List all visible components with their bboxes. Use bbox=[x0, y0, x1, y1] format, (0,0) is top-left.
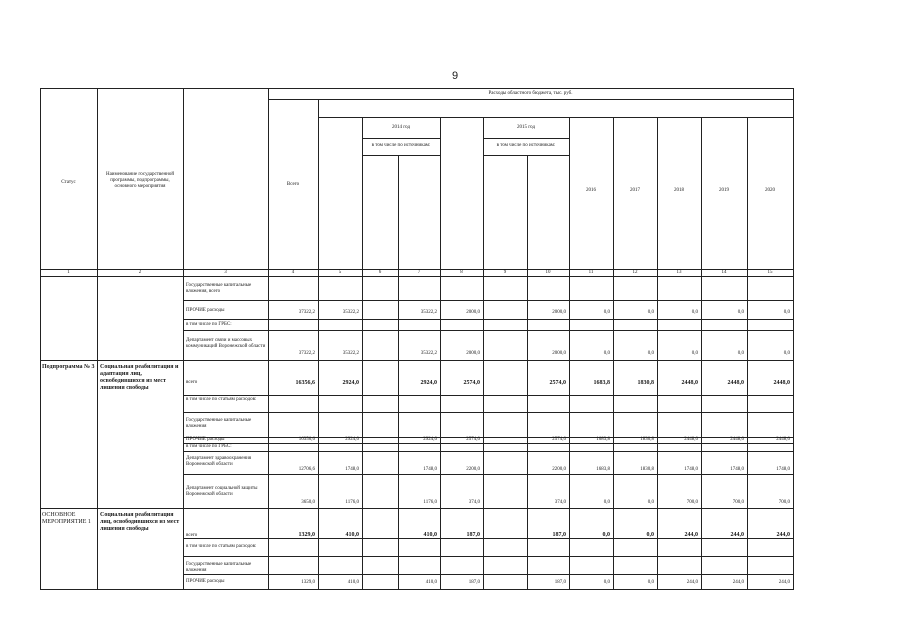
cell-value: 2448,0 bbox=[776, 437, 790, 442]
cell-value: 374,0 bbox=[554, 500, 566, 505]
header-year-2019: 2019 bbox=[719, 188, 729, 193]
header-status: Статус bbox=[61, 180, 76, 185]
col-number-6: 6 bbox=[378, 270, 382, 275]
col-number-8: 8 bbox=[460, 270, 463, 275]
col-number-13: 13 bbox=[676, 270, 682, 275]
header-year-2017: 2017 bbox=[630, 188, 640, 193]
cell-value: 1830,8 bbox=[640, 467, 654, 472]
row-label: Департамент социальной защиты Воронежской области bbox=[186, 486, 258, 497]
cell-value: 0,0 bbox=[646, 532, 654, 538]
col-number-1: 1 bbox=[67, 270, 70, 275]
cell-value: 0,0 bbox=[737, 351, 744, 356]
cell-value: 244,0 bbox=[732, 580, 744, 585]
header-expenses: Расходы областного бюджета, тыс. руб. bbox=[488, 91, 573, 96]
cell-value: 16356,6 bbox=[295, 380, 315, 386]
cell-value: 244,0 bbox=[776, 532, 790, 538]
cell-value: 410,0 bbox=[425, 580, 437, 585]
row-label: в том числе по ГРБС: bbox=[186, 444, 232, 449]
header-year-2014: 2014 год bbox=[391, 125, 411, 130]
cell-value: 0,0 bbox=[647, 580, 654, 585]
cell-value: 2924,0 bbox=[423, 437, 437, 442]
header-year-2015: 2015 год bbox=[516, 125, 536, 130]
cell-value: 2200,0 bbox=[466, 467, 480, 472]
cell-value: 700,0 bbox=[732, 500, 744, 505]
header-sources-2015: в том числе по источникам: bbox=[496, 143, 556, 148]
cell-value: 1748,0 bbox=[730, 467, 744, 472]
col-number-10: 10 bbox=[545, 270, 551, 275]
cell-value: 374,0 bbox=[468, 500, 480, 505]
row-label: Государственные капитальные вложения bbox=[186, 418, 252, 429]
cell-value: 2924,0 bbox=[345, 437, 359, 442]
page-number: 9 bbox=[452, 70, 459, 82]
row-label: в том числе по статьям расходов: bbox=[186, 544, 257, 549]
cell-value: 244,0 bbox=[686, 580, 698, 585]
cell-value: 410,0 bbox=[347, 580, 359, 585]
row-label: всего bbox=[186, 533, 198, 538]
cell-value: 0,0 bbox=[691, 351, 698, 356]
status-main-event-1: ОСНОВНОЕ МЕРОПРИЯТИЕ 1 bbox=[42, 512, 91, 525]
cell-value: 3650,0 bbox=[301, 500, 315, 505]
cell-value: 0,0 bbox=[603, 500, 610, 505]
header-year-2018: 2018 bbox=[674, 188, 684, 193]
main-event-1-name: Социальная реабилитация лиц, освободившихся из мест лишения свободы bbox=[100, 512, 180, 532]
cell-value: 187,0 bbox=[554, 580, 566, 585]
header-program-name: Наименование государственной программы, подпрограммы, основного мероприятия bbox=[105, 172, 175, 189]
row-label: в том числе по ГРБС: bbox=[186, 322, 232, 327]
col-number-11: 11 bbox=[588, 270, 594, 275]
status-subprogram-3: Подпрограмма № 3 bbox=[42, 364, 95, 370]
cell-value: 2000,0 bbox=[466, 351, 480, 356]
cell-value: 700,0 bbox=[778, 500, 790, 505]
row-label: всего bbox=[186, 380, 198, 385]
col-number-4: 4 bbox=[291, 270, 295, 275]
cell-value: 0,0 bbox=[647, 500, 654, 505]
cell-value: 244,0 bbox=[778, 580, 790, 585]
cell-value: 187,0 bbox=[466, 532, 480, 538]
col-number-15: 15 bbox=[767, 270, 773, 275]
cell-value: 1748,0 bbox=[776, 467, 790, 472]
cell-value: 1748,0 bbox=[684, 467, 698, 472]
col-number-3: 3 bbox=[224, 270, 227, 275]
cell-value: 0,0 bbox=[603, 580, 610, 585]
cell-value: 244,0 bbox=[684, 532, 698, 538]
cell-value: 0,0 bbox=[783, 351, 790, 356]
cell-value: 244,0 bbox=[730, 532, 744, 538]
cell-value: 1683,8 bbox=[596, 437, 610, 442]
cell-value: 2574,0 bbox=[466, 437, 480, 442]
header-sources-2014: в том числе по источникам: bbox=[371, 143, 431, 148]
col-number-12: 12 bbox=[632, 270, 638, 275]
cell-value: 2448,0 bbox=[727, 380, 744, 386]
row-label: ПРОЧИЕ расходы bbox=[186, 579, 225, 584]
cell-value: 410,0 bbox=[345, 532, 359, 538]
cell-value: 2000,0 bbox=[466, 310, 480, 315]
subprogram-3-name: Социальная реабилитация и адаптация лиц, освободившихся из мест лишения свободы bbox=[100, 364, 179, 391]
header-year-2020: 2020 bbox=[765, 188, 775, 193]
cell-value: 410,0 bbox=[423, 532, 437, 538]
cell-value: 1748,0 bbox=[423, 467, 437, 472]
cell-value: 187,0 bbox=[552, 532, 566, 538]
cell-value: 2200,0 bbox=[552, 467, 566, 472]
cell-value: 1329,0 bbox=[301, 580, 315, 585]
cell-value: 2000,0 bbox=[552, 310, 566, 315]
header-year-2016: 2016 bbox=[586, 188, 596, 193]
cell-value: 2000,0 bbox=[552, 351, 566, 356]
cell-value: 0,0 bbox=[647, 310, 654, 315]
cell-value: 37322,2 bbox=[298, 310, 315, 315]
cell-value: 0,0 bbox=[602, 532, 610, 538]
cell-value: 12706,6 bbox=[298, 467, 315, 472]
cell-value: 35322,2 bbox=[342, 310, 359, 315]
cell-value: 0,0 bbox=[737, 310, 744, 315]
row-label: Департамент здравоохранения Воронежской области bbox=[186, 456, 252, 467]
cell-value: 2448,0 bbox=[684, 437, 698, 442]
cell-value: 0,0 bbox=[691, 310, 698, 315]
cell-value: 2924,0 bbox=[420, 380, 437, 386]
row-label: ПРОЧИЕ расходы bbox=[186, 308, 225, 313]
col-number-2: 2 bbox=[138, 270, 142, 275]
col-number-5: 5 bbox=[338, 270, 342, 275]
cell-value: 1830,8 bbox=[640, 437, 654, 442]
col-number-14: 14 bbox=[721, 270, 727, 275]
cell-value: 35322,2 bbox=[420, 351, 437, 356]
cell-value: 16356,6 bbox=[298, 437, 315, 442]
cell-value: 2448,0 bbox=[773, 380, 790, 386]
cell-value: 1683,8 bbox=[596, 467, 610, 472]
header-total: Всего bbox=[286, 182, 300, 187]
row-label: Государственные капитальные вложения, всего bbox=[186, 283, 252, 294]
row-label: Департамент связи и массовых коммуникаций Воронежской области bbox=[186, 338, 266, 349]
cell-value: 1176,0 bbox=[423, 500, 437, 505]
cell-value: 0,0 bbox=[603, 310, 610, 315]
cell-value: 35322,2 bbox=[342, 351, 359, 356]
cell-value: 1683,8 bbox=[593, 380, 610, 386]
cell-value: 0,0 bbox=[783, 310, 790, 315]
cell-value: 0,0 bbox=[603, 351, 610, 356]
cell-value: 2448,0 bbox=[730, 437, 744, 442]
col-number-7: 7 bbox=[417, 270, 421, 275]
cell-value: 2574,0 bbox=[463, 380, 480, 386]
cell-value: 1176,0 bbox=[345, 500, 359, 505]
row-label: ПРОЧИЕ расходы bbox=[186, 437, 225, 442]
cell-value: 0,0 bbox=[647, 351, 654, 356]
cell-value: 37322,2 bbox=[298, 351, 315, 356]
cell-value: 700,0 bbox=[686, 500, 698, 505]
cell-value: 2574,0 bbox=[549, 380, 566, 386]
row-label: в том числе по статьям расходов: bbox=[186, 397, 257, 402]
cell-value: 1748,0 bbox=[345, 467, 359, 472]
cell-value: 35322,2 bbox=[420, 310, 437, 315]
cell-value: 1830,8 bbox=[637, 380, 654, 386]
cell-value: 2448,0 bbox=[681, 380, 698, 386]
cell-value: 2574,0 bbox=[552, 437, 566, 442]
row-label: Государственные капитальные вложения bbox=[186, 562, 252, 573]
cell-value: 187,0 bbox=[468, 580, 480, 585]
col-number-9: 9 bbox=[503, 270, 507, 275]
cell-value: 1329,0 bbox=[298, 532, 315, 538]
cell-value: 2924,0 bbox=[342, 380, 359, 386]
